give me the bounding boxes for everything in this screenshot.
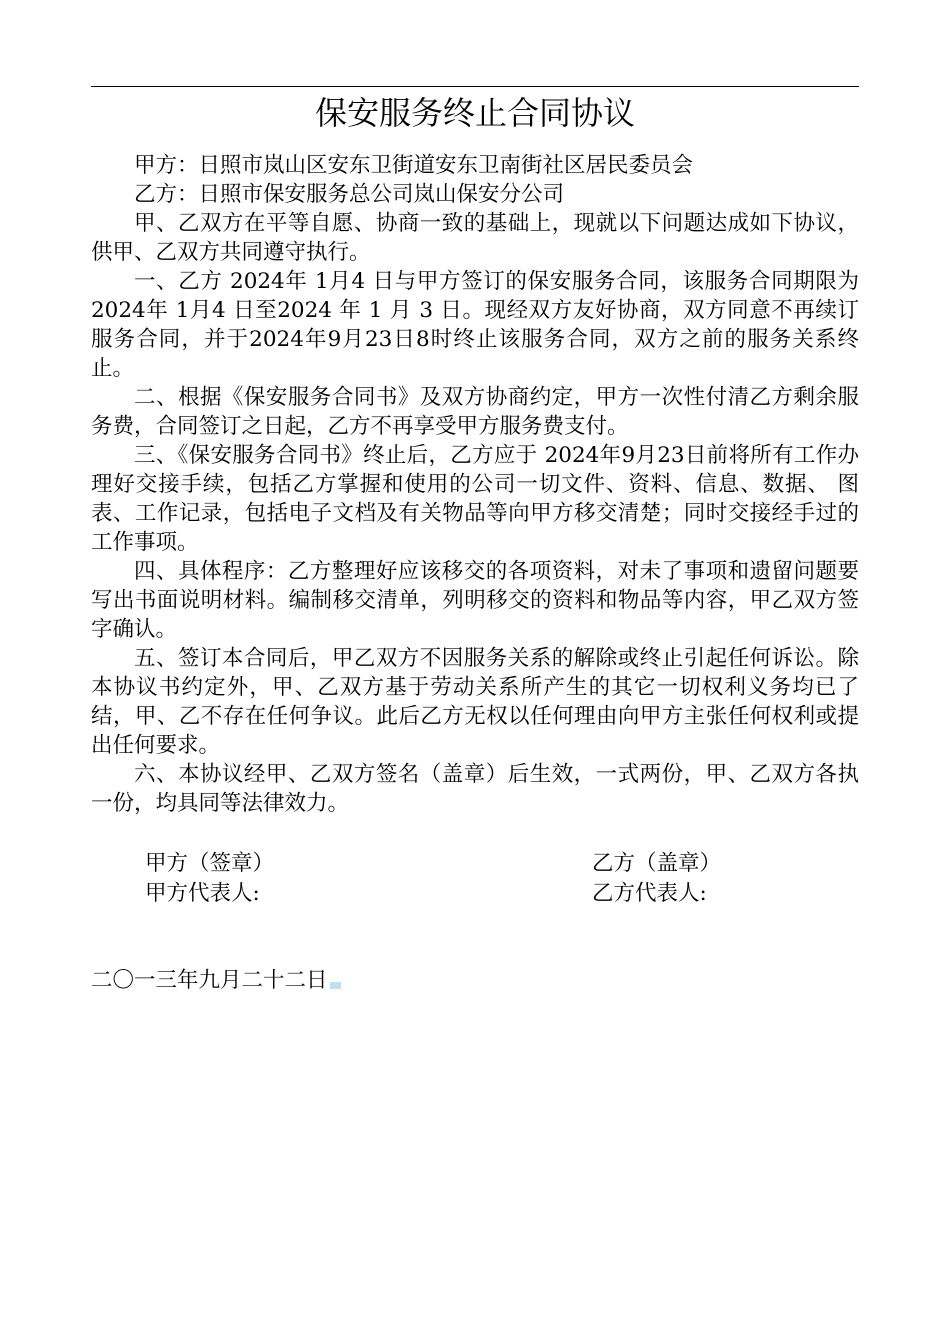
- signing-date: 二〇一三年九月二十二日: [91, 968, 328, 993]
- date-line: [91, 966, 341, 996]
- party-b-seal-label: 乙方（盖章）: [592, 851, 722, 876]
- party-a-seal-label: 甲方（签章）: [145, 851, 275, 876]
- party-b-rep-label: 乙方代表人:: [592, 881, 707, 906]
- paragraph-clause-6: 六、本协议经甲、乙双方签名（盖章）后生效，一式两份，甲、乙双方各执 一份，均具同等法律效力。: [91, 762, 859, 816]
- document-body: [91, 151, 859, 818]
- text-cursor-marker: [330, 982, 341, 989]
- party-b-line: 乙方：日照市保安服务总公司岚山保安分公司: [134, 182, 565, 207]
- paragraph-clause-2: 二、根据《保安服务合同书》及双方协商约定，甲方一次性付清乙方剩余服务费，合同签订之日起，乙方不再享受甲方服务费支付。: [91, 385, 859, 439]
- signature-rep-row: [91, 879, 859, 909]
- paragraph-clause-5: 五、签订本合同后，甲乙双方不因服务关系的解除或终止引起任何诉讼。除本协议书约定外，甲、乙双方基于劳动关系所产生的其它一切权利义务均已了结，甲、乙不存在任何争议。此后乙方无权以任何理由向甲方主张任何权利或提出任何要求。: [91, 646, 859, 758]
- signature-seal-row: [91, 849, 859, 879]
- party-a-rep-label: 甲方代表人:: [145, 881, 260, 906]
- paragraph-clause-1: 一、乙方 2024年 1月4 日与甲方签订的保安服务合同，该服务合同期限为2024年 1月4 日至2024 年 1 月 3 日。现经双方友好协商，双方同意不再续订服务合同，并于2024年9月23日8时终止该服务合同，双方之前的服务关系终止。: [91, 269, 859, 381]
- document-title: 保安服务终止合同协议: [314, 94, 635, 132]
- paragraph-clause-4: 四、具体程序：乙方整理好应该移交的各项资料，对未了事项和遗留问题要写出书面说明材料。编制移交清单，列明移交的资料和物品等内容，甲乙双方签字确认。: [91, 559, 859, 642]
- paragraph-clause-3: 三、《保安服务合同书》终止后，乙方应于 2024年9月23日前将所有工作办理好交接手续，包括乙方掌握和使用的公司一切文件、资料、信息、数据、 图表、工作记录，包括电子文档及有关物品等向甲方移交清楚；同时交接经手过的工作事项。: [91, 443, 859, 555]
- party-a-line: 甲方：日照市岚山区安东卫街道安东卫南街社区居民委员会: [134, 153, 694, 178]
- signature-block: [91, 849, 859, 909]
- header-rule: [91, 86, 859, 87]
- paragraph-preamble: 甲、乙双方在平等自愿、协商一致的基础上，现就以下问题达成如下协议，供甲、乙双方共同遵守执行。: [91, 211, 859, 265]
